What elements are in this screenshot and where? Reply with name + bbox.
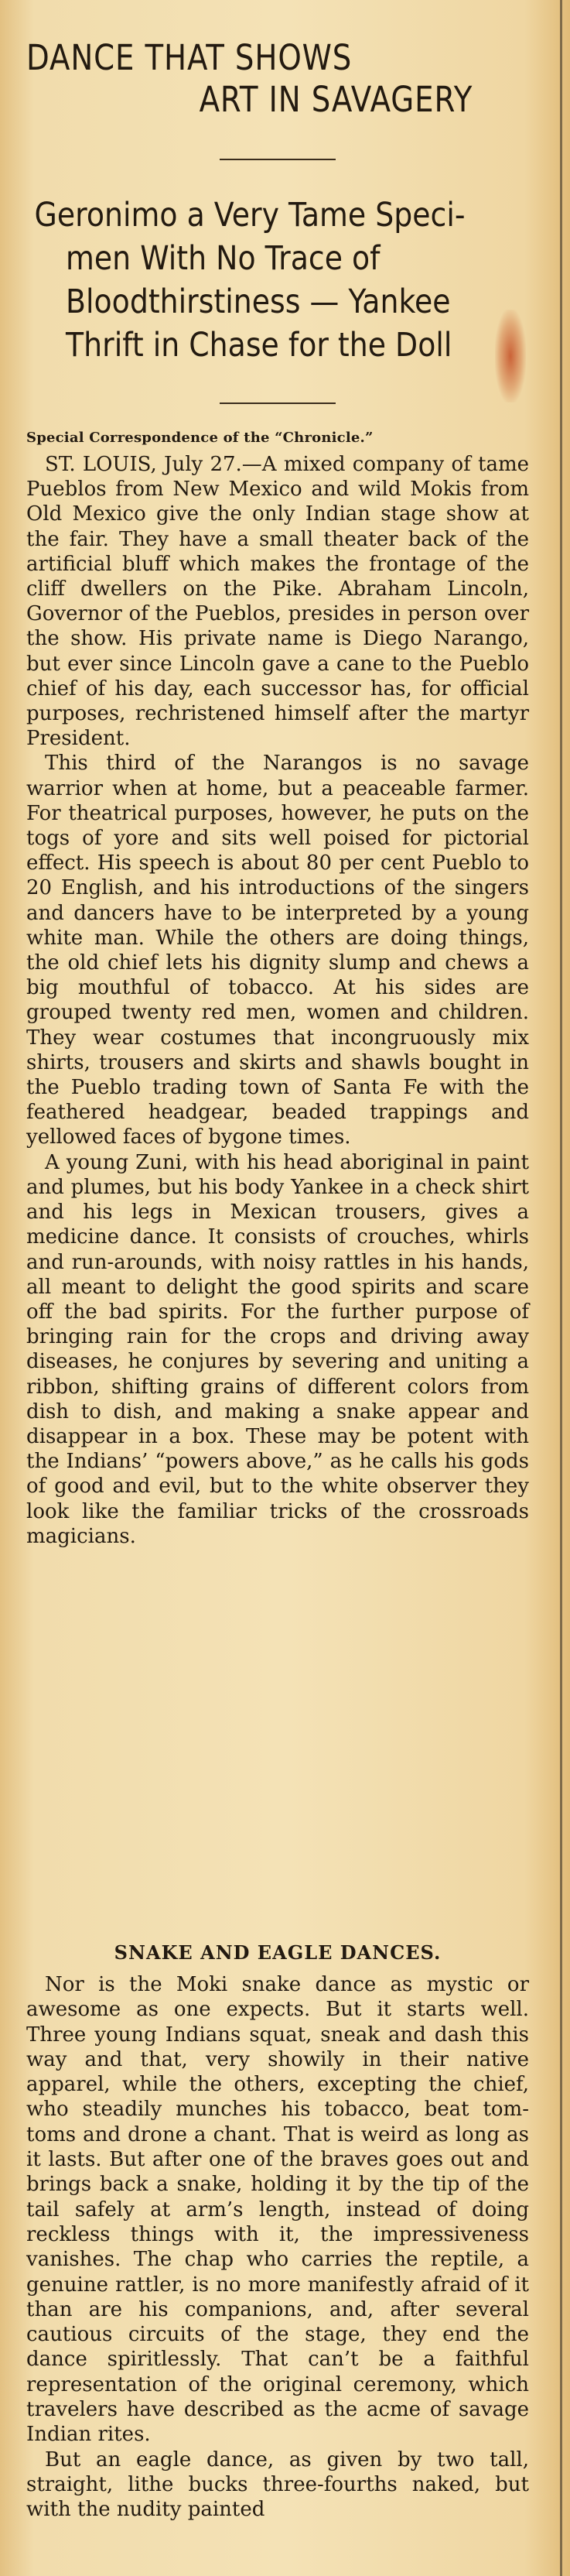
article-body-continued (26, 1972, 529, 2523)
subheadline-line: Thrift in Chase for the Doll (66, 326, 452, 365)
paragraph: Nor is the Moki snake dance as mystic or awesome as one expects. But it starts well. Three young Indians squat, sneak and dash this way and that, very showily in their native apparel, while the others, excepting the chief, who steadily munches his tobacco, beat tom-toms and drone a chant. That is weird as long as it lasts. But after one of the braves goes out and brings back a snake, holding it by the tip of the tail safely at arm’s length, instead of doing reckless things with it, the impressiveness vanishes. The chap who carries the reptile, a genuine rattler, is no more manifestly afraid of it than are his companions, and, after several cautious circuits of the stage, they end the dance spiritlessly. That can’t be a faithful representation of the original ceremony, which travelers have described as the acme of savage Indian rites. (26, 1973, 529, 2447)
subheadline-line: Bloodthirstiness — Yankee (66, 283, 451, 321)
paragraph: ST. LOUIS, July 27.—A mixed company of tame Pueblos from New Mexico and wild Mokis from Old Mexico give the only Indian stage show at the fair. They have a small theater back of the artificial bluff which makes the frontage of the cliff dwellers on the Pike. Abraham Lincoln, Governor of the Pueblos, presides in person over the show. His private name is Diego Narango, but ever since Lincoln gave a cane to the Pueblo chief of his day, each successor has, for official purposes, rechristened himself after the martyr President. (26, 453, 529, 751)
section-subhead: SNAKE AND EAGLE DANCES. (114, 1941, 442, 1964)
paragraph: A young Zuni, with his head aboriginal in paint and plumes, but his body Yankee in a check shirt and his legs in Mexican trousers, gives a medicine dance. It consists of crouches, whirls and run-arounds, with noisy rattles in his hands, all meant to delight the good spirits and scare off the bad spirits. For the further purpose of bringing rain for the crops and driving away diseases, he conjures by severing and uniting a ribbon, shifting grains of different colors from dish to dish, and making a snake appear and disappear in a box. These may be potent with the Indians’ “powers above,” as he calls his gods of good and evil, but to the white observer they look like the familiar tricks of the crossroads magicians. (26, 1150, 529, 1548)
subheadline-line: Geronimo a Very Tame Speci- (34, 196, 466, 235)
headline-rule (220, 159, 336, 160)
paragraph: But an eagle dance, as given by two tall, straight, lithe bucks three-fourths naked, but with the nudity painted (26, 2448, 529, 2522)
column-edge-line (560, 0, 562, 2576)
headline-line: DANCE THAT SHOWS (26, 37, 353, 78)
sub-headline (26, 194, 469, 367)
subheadline-rule (220, 402, 336, 404)
article-body (26, 452, 529, 1549)
paper-stain (495, 310, 526, 402)
paragraph: This third of the Narangos is no savage warrior when at home, but a peaceable farmer. For theatrical purposes, however, he puts on the togs of yore and sits well poised for pictorial effect. His speech is about 80 per cent Pueblo to 20 English, and his introductions of the singers and dancers have to be interpreted by a young white man. While the others are doing things, the old chief lets his dignity slump and chews a big mouthful of tobacco. At his sides are grouped twenty red men, women and children. They wear costumes that incongruously mix shirts, trousers and skirts and shawls bought in the Pueblo trading town of Santa Fe with the feathered headgear, beaded trappings and yellowed faces of bygone times. (26, 752, 529, 1149)
headline-line: ART IN SAVAGERY (199, 79, 473, 120)
main-headline (26, 37, 473, 121)
byline: Special Correspondence of the “Chronicle.” (26, 430, 374, 446)
subheadline-line: men With No Trace of (66, 239, 381, 278)
